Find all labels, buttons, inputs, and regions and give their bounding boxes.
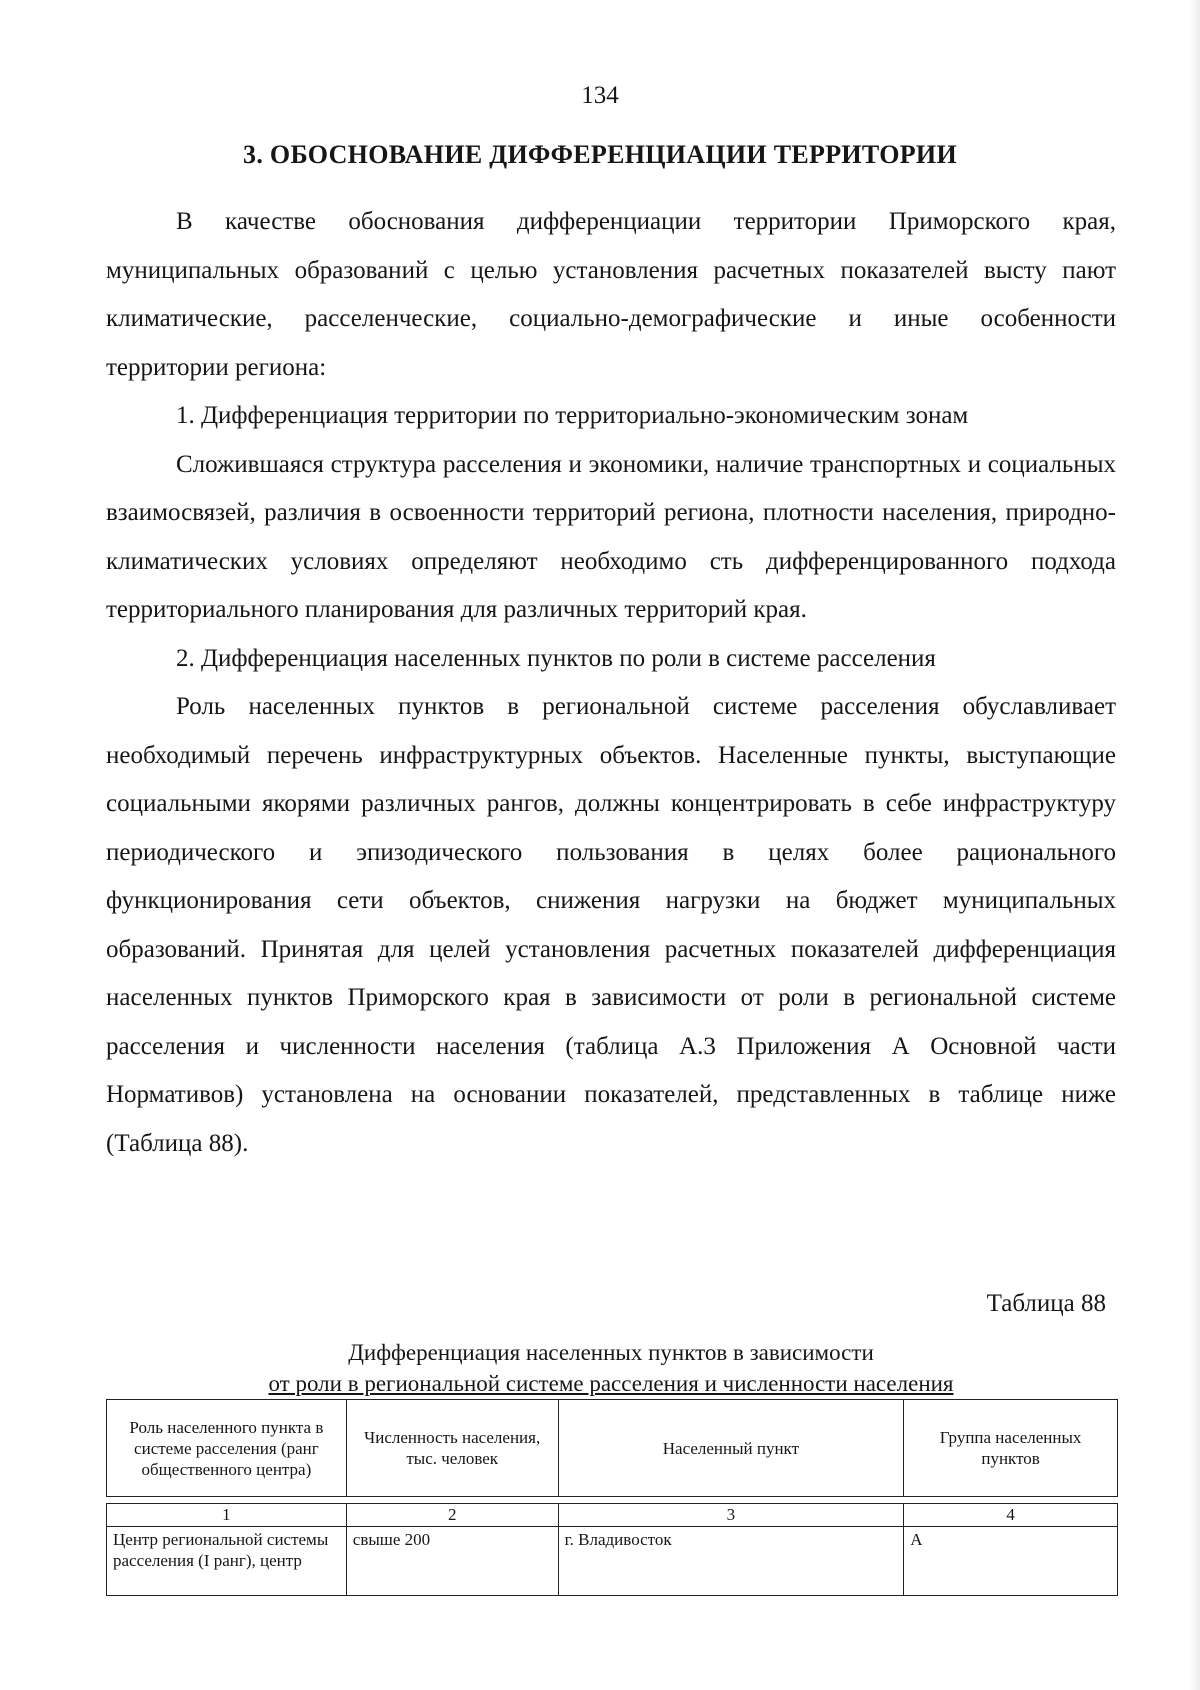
table-row	[107, 1527, 1118, 1596]
body-text	[106, 198, 1116, 1168]
paragraph: В качестве обоснования дифференциации территории Приморского края, муниципальных образований с целью установления расчетных показателей высту пают климатические, расселенческие, социально-демографические и иные особенности территории региона:	[106, 208, 1116, 381]
table-cell: Центр региональной системы расселения (I ранг), центр	[107, 1527, 347, 1596]
scan-edge-shadow	[1190, 0, 1200, 1690]
header-cell: Группа населенных пунктов	[904, 1400, 1118, 1497]
column-number: 3	[558, 1504, 904, 1527]
page-number: 134	[581, 82, 619, 109]
table-caption-line: Дифференциация населенных пунктов в зависимости	[348, 1340, 874, 1365]
settlements-table	[106, 1399, 1118, 1596]
column-number: 2	[346, 1504, 558, 1527]
table-cell: свыше 200	[346, 1527, 558, 1596]
table-cell: А	[904, 1527, 1118, 1596]
paragraph: Сложившаяся структура расселения и экономики, наличие транспортных и социальных взаимосвязей, различия в освоенности территорий региона, плотности населения, природно-климатических условиях определяют необходимо сть дифференцированного подхода территориального планирования для различных территорий края.	[106, 450, 1116, 623]
table-header-row	[107, 1400, 1118, 1497]
table-spacer	[107, 1497, 1118, 1504]
header-cell: Роль населенного пункта в системе расселения (ранг общественного центра)	[107, 1400, 347, 1497]
column-number: 1	[107, 1504, 347, 1527]
table-cell: г. Владивосток	[558, 1527, 904, 1596]
header-cell: Населенный пункт	[558, 1400, 904, 1497]
paragraph: Роль населенных пунктов в региональной системе расселения обуславливает необходимый перечень инфраструктурных объектов. Населенные пункты, выступающие социальными якорями различных рангов, должны концентрировать в себе инфраструктуру периодического и эпизодического пользования в целях более рационального функционирования сети объектов, снижения нагрузки на бюджет муниципальных образований. Принятая для целей установления расчетных показателей дифференциация населенных пунктов Приморского края в зависимости от роли в региональной системе расселения и численности населения (таблица А.3 Приложения А Основной части Нормативов) установлена на основании показателей, представленных в таблице ниже (Таблица 88).	[106, 693, 1116, 1157]
header-cell: Численность населения, тыс. человек	[346, 1400, 558, 1497]
column-number-row	[107, 1504, 1118, 1527]
table-caption-line: от роли в региональной системе расселения и численности населения	[268, 1371, 954, 1396]
paragraph: 2. Дифференциация населенных пунктов по роли в системе расселения	[176, 644, 936, 672]
column-number: 4	[904, 1504, 1118, 1527]
table-number: Таблица 88	[986, 1290, 1106, 1317]
table-caption	[106, 1337, 1116, 1399]
paragraph: 1. Дифференциация территории по территориально-экономическим зонам	[176, 402, 969, 429]
section-heading: 3. ОБОСНОВАНИЕ ДИФФЕРЕНЦИАЦИИ ТЕРРИТОРИИ	[243, 140, 957, 169]
